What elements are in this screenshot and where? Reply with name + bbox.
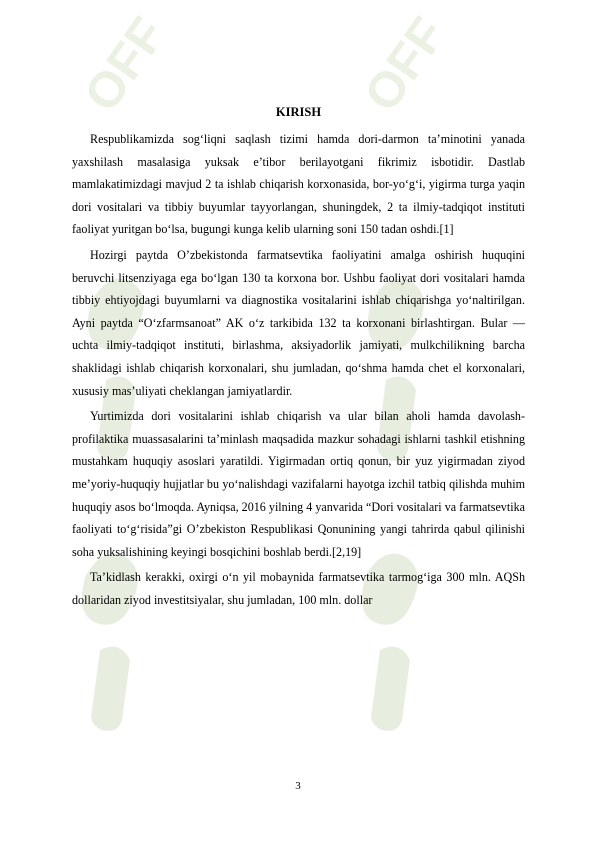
document-title: KIRISH	[275, 105, 322, 119]
svg-text:OFF: OFF	[73, 7, 177, 122]
paragraph-4: Ta’kidlash kerakki, oxirgi o‘n yil mobaynida farmatsevtika tarmog‘iga 300 mln. AQSh dollaridan ziyod investitsiyalar, shu jumladan, 100 mln. dollar	[72, 570, 525, 607]
paragraph-1: Respublikamizda sog‘liqni saqlash tizimi hamda dori-darmon ta’minotini yanada yaxshilash masalasiga yuksak e’tibor berilayotgani fikrimiz isbotidir. Dastlab mamlakatimizdagi mavjud 2 ta ishlab chiqarish korxonasida, bor-yo‘g‘i, yigirma turga yaqin dori vositalari va tibbiy buyumlar tayyorlangan, shuningdek, 2 ta ilmiy-tadqiqot instituti faoliyat yuritgan bo‘lsa, bugungi kunga kelib ularning soni 150 tadan oshdi.[1]	[72, 132, 525, 237]
svg-text:OFF: OFF	[353, 7, 457, 122]
paragraph-3: Yurtimizda dori vositalarini ishlab chiqarish va ular bilan aholi hamda davolash-profilaktika muassasalarini ta’minlash maqsadida mazkur sohadagi ishlarni tashkil etishning mustahkam huquqiy asoslari yaratildi. Yigirmadan ortiq qonun, bir yuz yigirmadan ziyod me’yoriy-huquqiy hujjatlar bu yo‘nalishdagi vazifalarni hayotga izchil tatbiq qilishda muhim huquqiy asos bo‘lmoqda. Ayniqsa, 2016 yilning 4 yanvarida “Dori vositalari va farmatsevtika faoliyati to‘g‘risida”gi O’zbekiston Respublikasi Qonunining yangi tahrirda qabul qilinishi soha yuksalishining keyingi bosqichini boshlab berdi.[2,19]	[72, 409, 525, 559]
page-number: 3	[295, 780, 301, 792]
document-page	[72, 104, 525, 614]
paragraph-2: Hozirgi paytda O’zbekistonda farmatsevtika faoliyatini amalga oshirish huquqini beruvchi litsenziyaga ega bo‘lgan 130 ta korxona bor. Ushbu faoliyat dori vositalari hamda tibbiy ehtiyojdagi buyumlarni va diagnostika vositalarini ishlab chiqarishga yo‘naltirilgan. Ayni paytda “O‘zfarmsanoat” AK o‘z tarkibida 132 ta korxonani birlashtirgan. Bular — uchta ilmiy-tadqiqot instituti, birlashma, aksiyadorlik jamiyati, mulkchilikning barcha shaklidagi ishlab chiqarish korxonalari, shu jumladan, qo‘shma hamda chet el korxonalari, xususiy mas’uliyati cheklangan jamiyatlardir.	[72, 247, 525, 398]
